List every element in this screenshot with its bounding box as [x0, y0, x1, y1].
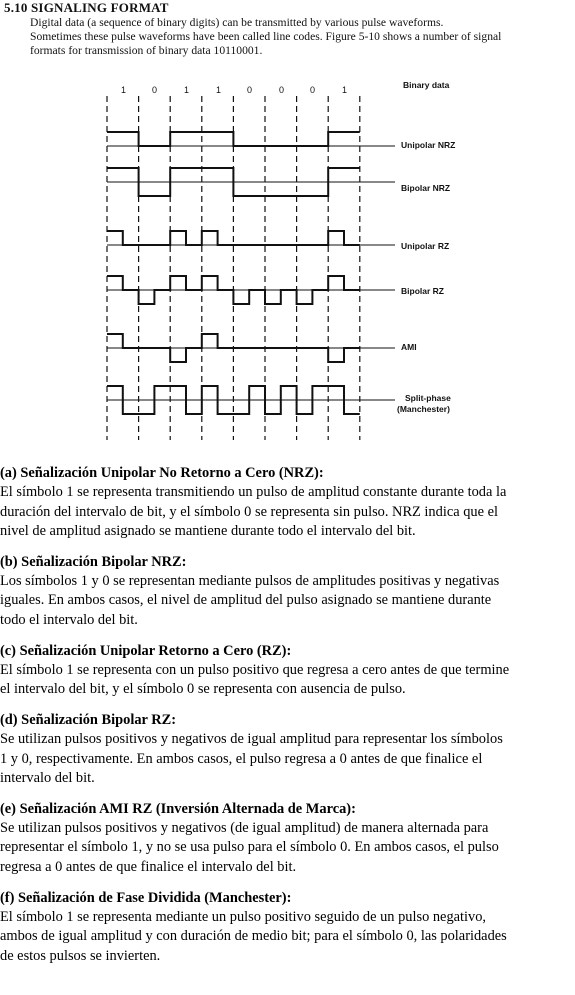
bit-label: 1 [216, 85, 222, 95]
section-line: El símbolo 1 se representa con un pulso positivo que regresa a cero antes de que termine [0, 661, 510, 678]
section-line: nivel de amplitud asignado se mantiene durante todo el intervalo del bit. [0, 522, 416, 539]
section-line: ambos de igual amplitud y con duración de medio bit; para el símbolo 0, las polaridades [0, 928, 507, 945]
section-line: 1 y 0, respectivamente. En ambos casos, el pulso regresa a 0 antes de que finalice el [0, 750, 483, 767]
waveform-label: Unipolar NRZ [401, 140, 456, 150]
unipolar-nrz-waveform [107, 132, 360, 146]
section-line: iguales. En ambos casos, el nivel de amplitud del pulso asignado se mantiene durante [0, 592, 492, 609]
section-line: todo el intervalo del bit. [0, 611, 138, 628]
waveform-label: Bipolar RZ [401, 286, 444, 296]
section-bipolar-nrz [0, 553, 575, 630]
section-line: regresa a 0 antes de que finalice el intervalo del bit. [0, 858, 297, 875]
section-line: El símbolo 1 se representa transmitiendo un pulso de amplitud constante durante toda la [0, 484, 507, 501]
section-title: 5.10 SIGNALING FORMAT [4, 0, 169, 15]
section-manchester [0, 889, 575, 966]
section-heading: (a) Señalización Unipolar No Retorno a Cero (NRZ): [0, 465, 324, 481]
section-line: Se utilizan pulsos positivos y negativos (de igual amplitud) de manera alternada para [0, 820, 489, 837]
bit-label: 0 [247, 85, 253, 95]
bit-label: 0 [279, 85, 285, 95]
section-heading: (c) Señalización Unipolar Retorno a Cero (RZ): [0, 642, 292, 659]
section-line: El símbolo 1 se representa mediante un pulso positivo seguido de un pulso negativo, [0, 908, 487, 925]
line-code-waveform-figure [95, 78, 575, 443]
section-heading: (f) Señalización de Fase Dividida (Manchester): [0, 889, 292, 906]
intro-line: formats for transmission of binary data 10110001. [30, 44, 263, 57]
section-line: representar el símbolo 1, y no se usa pulso para el símbolo 0. En ambos casos, el pulso [0, 839, 499, 856]
waveform-label: AMI [401, 342, 417, 352]
section-line: Los símbolos 1 y 0 se representan mediante pulsos de amplitudes positivas y negativas [0, 573, 500, 590]
section-line: Se utilizan pulsos positivos y negativos de igual amplitud para representar los símbolos [0, 731, 503, 748]
bit-label: 1 [184, 85, 190, 95]
section-line: duración del intervalo de bit, y el símbolo 0 se representa sin pulso. NRZ indica que el [0, 503, 498, 520]
bit-label: 1 [342, 85, 348, 95]
waveform-diagram [95, 78, 575, 443]
waveform-label: Unipolar RZ [401, 241, 450, 251]
section-unipolar-nrz [0, 464, 575, 541]
section-unipolar-rz [0, 642, 575, 700]
spanish-explanation [0, 464, 575, 977]
bit-label: 1 [121, 85, 127, 95]
intro-line: Sometimes these pulse waveforms have been called line codes. Figure 5-10 shows a number of signal [30, 30, 502, 43]
section-heading: (e) Señalización AMI RZ (Inversión Alternada de Marca): [0, 800, 356, 817]
waveform-label: (Manchester) [397, 404, 450, 414]
section-heading: (d) Señalización Bipolar RZ: [0, 712, 177, 729]
intro-paragraph [30, 16, 570, 58]
bit-label: 0 [310, 85, 316, 95]
binary-data-label: Binary data [403, 80, 450, 90]
section-line: intervalo del bit. [0, 769, 95, 786]
section-line: de estos pulsos se invierten. [0, 947, 161, 964]
waveform-label: Split-phase [405, 393, 451, 403]
bit-label: 0 [152, 85, 158, 95]
section-ami-rz [0, 800, 575, 877]
section-bipolar-rz [0, 711, 575, 788]
intro-line: Digital data (a sequence of binary digits) can be transmitted by various pulse waveforms. [30, 16, 444, 29]
waveform-label: Bipolar NRZ [401, 183, 451, 193]
section-line: el intervalo del bit, y el símbolo 0 se representa con ausencia de pulso. [0, 681, 406, 698]
section-heading: (b) Señalización Bipolar NRZ: [0, 553, 187, 570]
